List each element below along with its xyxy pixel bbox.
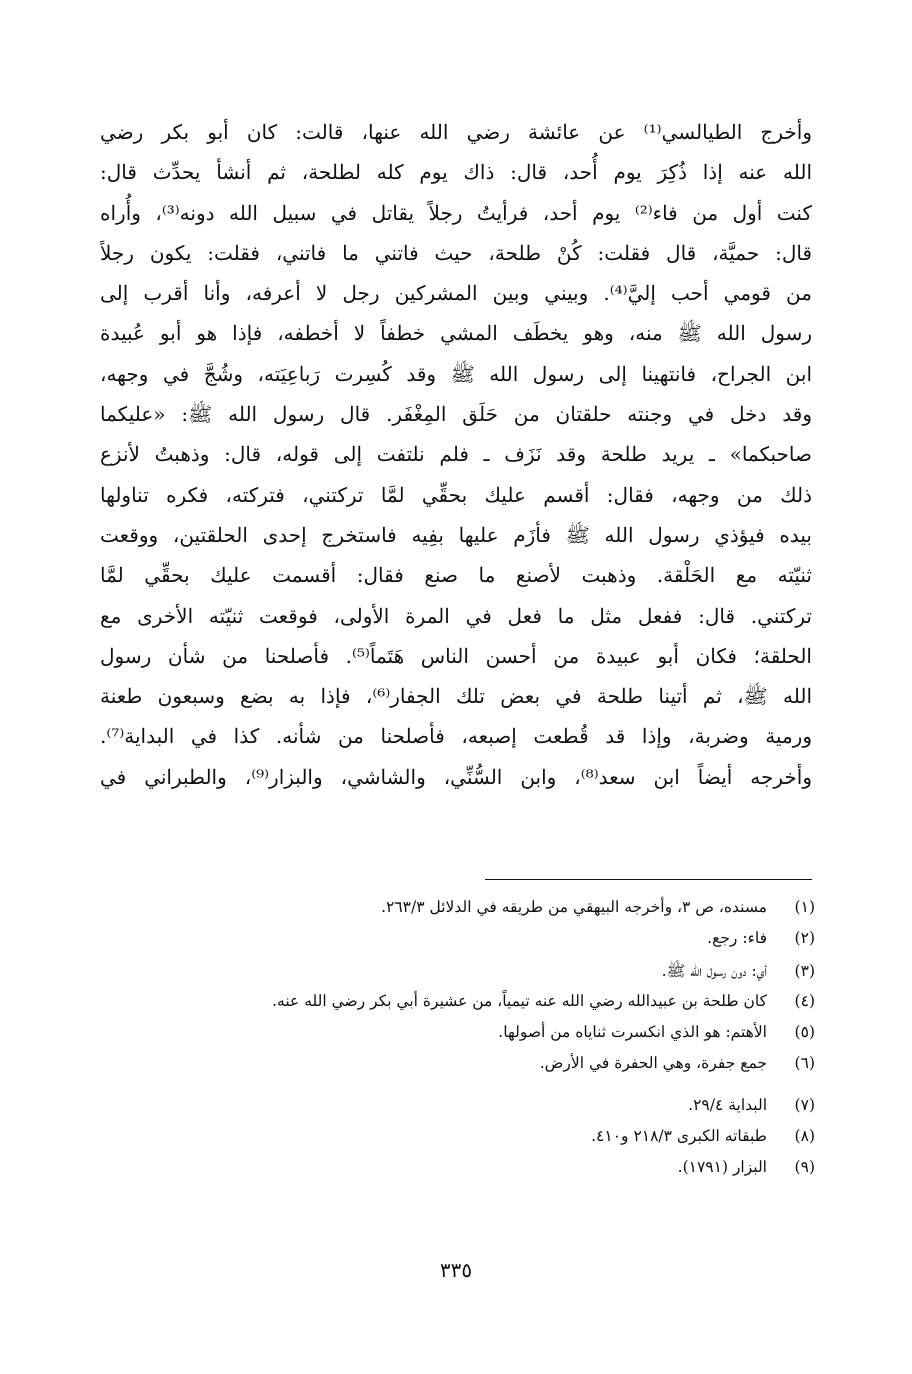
text-line: من قومي أحب إليَّ⁽⁴⁾. وبيني وبين المشركين رجل لا أعرفه، وأنا أقرب إلى [100, 281, 812, 306]
text-line: بيده فيؤذي رسول الله ﷺ فأزَم عليها بفِيه فاستخرج إحدى الحلقتين، ووقعت [100, 522, 812, 547]
text-line: قال: حميَّة، قال فقلت: كُنْ طلحة، حيث فاتني ما فاتني، فقلت: يكون رجلاً [100, 240, 812, 265]
text-line: تركتني. قال: ففعل مثل ما فعل في المرة الأولى، فوقعت ثنيّته الأخرى مع [100, 603, 812, 628]
footnote [120, 1096, 815, 1127]
footnote-text: فاء: رجع. [707, 929, 767, 948]
footnote [120, 1054, 815, 1085]
text-line: ورمية وضربة، وإذا قد قُطعت إصبعه، فأصلحنا من شأنه. كذا في البداية⁽⁷⁾. [100, 724, 812, 749]
text-line: وأخرجه أيضاً ابن سعد⁽⁸⁾، وابن السُّنِّي، والشاشي، والبزار⁽⁹⁾، والطبراني في [100, 764, 812, 789]
footnote-number: (٩) [794, 1158, 815, 1177]
footnote-text: البداية ٢٩/٤. [688, 1095, 767, 1114]
footnote [120, 1023, 815, 1054]
footnote-number: (٦) [794, 1054, 815, 1073]
footnote-text: طبقاته الكبرى ٢١٨/٣ و٤١٠. [591, 1127, 767, 1146]
footnote [120, 1158, 815, 1189]
footnote [120, 929, 815, 960]
footnotes [120, 898, 815, 1190]
page-number: ٣٣٥ [439, 1258, 473, 1282]
footnote-number: (٤) [794, 991, 815, 1010]
text-line: رسول الله ﷺ منه، وهو يخطَف المشي خطفاً لا أخطفه، فإذا هو أبو عُبيدة [100, 321, 812, 346]
text-line: الله عنه إذا ذُكِرَ يوم أُحد، قال: ذاك يوم كله لطلحة، ثم أنشأ يحدِّث قال: [100, 160, 812, 185]
footnote-number: (١) [794, 898, 815, 916]
footnote-separator [485, 879, 812, 880]
text-line: وأخرج الطيالسي⁽¹⁾ عن عائشة رضي الله عنها، قالت: كان أبو بكر رضي [100, 120, 812, 144]
text-line: الله ﷺ، ثم أتينا طلحة في بعض تلك الجفار⁽⁶⁾، فإذا به بضع وسبعون طعنة [100, 684, 812, 709]
footnote-text: البزار (١٧٩١). [677, 1158, 767, 1177]
text-line: ابن الجراح، فانتهينا إلى رسول الله ﷺ وقد كُسِرت رَباعِيَته، وشُجَّ في وجهه، [100, 361, 812, 386]
footnote-text: كان طلحة بن عبيدالله رضي الله عنه تيمياً، من عشيرة أبي بكر رضي الله عنه. [272, 991, 767, 1010]
footnote-number: (٧) [794, 1095, 815, 1114]
text-line: ذلك من وجهه، فقال: أقسم عليك بحقِّي لمَّا تركتني، فتركته، فكره تناولها [100, 482, 812, 507]
text-line: الحلقة؛ فكان أبو عبيدة من أحسن الناس هَتَماً⁽⁵⁾. فأصلحنا من شأن رسول [100, 643, 812, 668]
text-line: كنت أول من فاء⁽²⁾ يوم أحد، فرأيتُ رجلاً يقاتل في سبيل الله دونه⁽³⁾، وأُراه [100, 200, 812, 225]
footnote-number: (٨) [794, 1127, 815, 1146]
footnote-number: (٢) [794, 929, 815, 948]
text-line: ثنيّته مع الحَلْقة. وذهبت لأصنع ما صنع فقال: أقسمت عليك بحقِّي لمَّا [100, 563, 812, 588]
footnote-number: (٣) [794, 961, 815, 980]
footnote-text: جمع جفرة، وهي الحفرة في الأرض. [539, 1054, 767, 1073]
footnote-text: أي: دون رسول الله ﷺ. [661, 961, 767, 980]
footnote [120, 961, 815, 992]
footnote [120, 1127, 815, 1158]
text-line: صاحبكما» ـ يريد طلحة وقد نَزَف ـ فلم نلتفت إلى قوله، قال: وذهبتُ لأنزع [100, 442, 812, 467]
footnote [120, 992, 815, 1023]
footnote-text: الأهتم: هو الذي انكسرت ثناياه من أصولها. [498, 1023, 767, 1042]
footnote-number: (٥) [794, 1023, 815, 1042]
footnote [120, 898, 815, 929]
footnote-text: مسنده، ص ٣، وأخرجه البيهقي من طريقه في الدلائل ٢٦٣/٣. [381, 898, 767, 916]
main-text [100, 112, 812, 797]
text-line: وقد دخل في وجنته حلقتان من حَلَق المِغْفَر. قال رسول الله ﷺ: «عليكما [100, 402, 812, 427]
